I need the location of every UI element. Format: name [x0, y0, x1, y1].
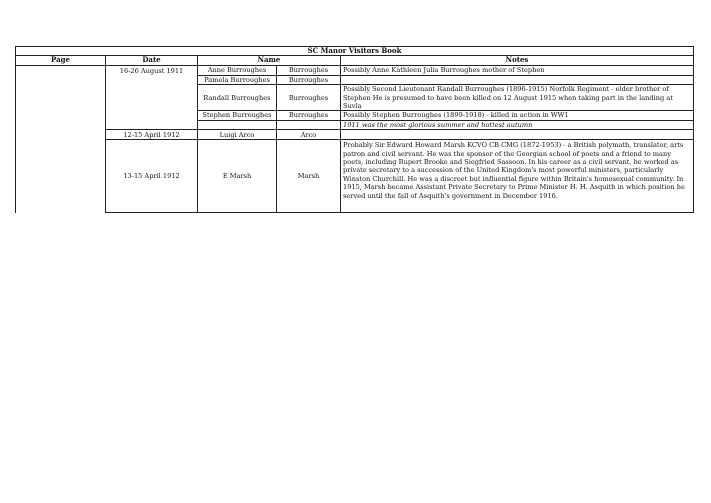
name-cell: Anne Burroughes: [198, 65, 277, 75]
date-cell: 12-15 April 1912: [106, 130, 198, 140]
surname-cell: Burroughes: [277, 111, 341, 120]
notes-cell: 1911 was the most glorious summer and hottest autumn: [341, 120, 694, 129]
page-cell: [16, 65, 106, 212]
surname-cell: [277, 120, 341, 129]
table-row: [16, 140, 694, 213]
header-name: Name: [198, 56, 341, 65]
surname-cell: Marsh: [277, 140, 341, 213]
table-title-row: [16, 47, 694, 56]
name-cell: Luigi Arco: [198, 130, 277, 140]
surname-cell: Burroughes: [277, 65, 341, 75]
header-date: Date: [106, 56, 198, 65]
surname-cell: Burroughes: [277, 85, 341, 111]
header-page: Page: [16, 56, 106, 65]
table-row: [16, 130, 694, 140]
header-row: [16, 56, 694, 65]
header-notes: Notes: [341, 56, 694, 65]
table-row: [16, 65, 694, 75]
name-cell: Stephen Burroughes: [198, 111, 277, 120]
name-cell: [198, 120, 277, 129]
notes-cell: Possibly Anne Kathleen Julia Burroughes mother of Stephen: [341, 65, 694, 75]
date-cell: 16-26 August 1911: [106, 65, 198, 129]
notes-cell: [341, 130, 694, 140]
name-cell: Pamela Burroughes: [198, 75, 277, 84]
date-cell: 13-15 April 1912: [106, 140, 198, 213]
surname-cell: Arco: [277, 130, 341, 140]
notes-cell: Possibly Stephen Burroughes (1899-1918) - killed in action in WW1: [341, 111, 694, 120]
notes-cell: Probably Sir Edward Howard Marsh KCVO CB CMG (1872-1953) - a British polymath, translator, arts patron and civil servant. He was the sponsor of the Georgian school of poets and a friend to many poets, including Rupert Brooke and Siegfried Sassoon. In his career as a civil servant, he worked as private secretary to a succession of the United Kingdom's most powerful ministers, particularly Winston Churchill. He was a discreet but influential figure within Britain's homosexual community. In 1915, Marsh became Assistant Private Secretary to Prime Minister H. H. Asquith in which position he served until the fall of Asquith's government in December 1916.: [341, 140, 694, 213]
notes-cell: [341, 75, 694, 84]
visitors-table: [15, 46, 694, 213]
surname-cell: Burroughes: [277, 75, 341, 84]
name-cell: Randall Burroughes: [198, 85, 277, 111]
table-title: SC Manor Visitors Book: [16, 47, 694, 56]
notes-cell: Possibly Second Lieutenant Randall Burroughes (1896-1915) Norfolk Regiment - elder brother of Stephen He is presumed to have been killed on 12 August 1915 when taking part in the landing at Suvla: [341, 85, 694, 111]
visitors-book-sheet: [15, 46, 693, 213]
name-cell: E Marsh: [198, 140, 277, 213]
